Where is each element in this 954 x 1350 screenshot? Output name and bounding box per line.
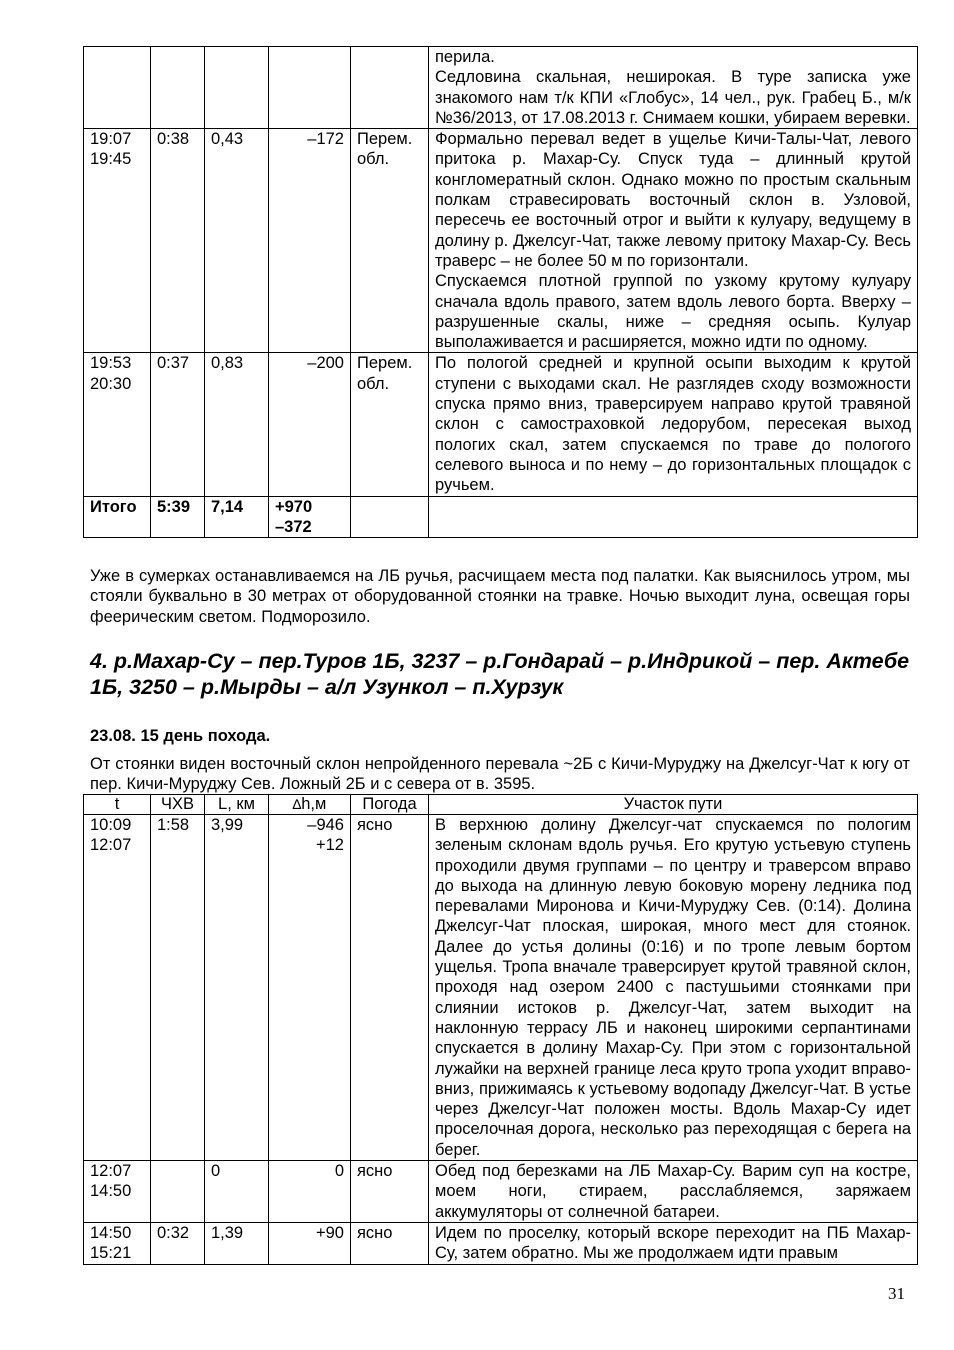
- chv-cell: 0:32: [151, 1222, 205, 1264]
- dh-cell: –172: [269, 129, 351, 353]
- table-row: [84, 1222, 918, 1264]
- intro-paragraph: От стоянки виден восточный склон непройденного перевала ~2Б с Кичи-Муруджу на Джелсуг-Чат к югу от пер. Кичи-Муруджу Сев. Ложный 2Б и с севера от в. 3595.: [90, 755, 910, 794]
- table-row: [84, 1161, 918, 1223]
- length-cell: 0,83: [205, 353, 269, 496]
- time-cell: [84, 129, 151, 353]
- time-start: 14:50: [90, 1223, 132, 1242]
- dh-cell: [269, 47, 351, 129]
- length-cell: 0: [205, 1161, 269, 1223]
- delta-symbol: ∆: [292, 796, 302, 812]
- header-length: L, км: [205, 795, 269, 815]
- table-row: [84, 129, 918, 353]
- table-header-row: [84, 795, 918, 815]
- time-start: 12:07: [90, 1162, 132, 1181]
- total-dh: [269, 496, 351, 538]
- weather-line: Перем.: [357, 354, 413, 373]
- total-chv: 5:39: [151, 496, 205, 538]
- time-cell: [84, 47, 151, 129]
- header-dh-label: h,м: [301, 795, 327, 813]
- dh-cell: [269, 815, 351, 1161]
- weather-line: Перем.: [357, 130, 413, 149]
- route-paragraph: Формально перевал ведет в ущелье Кичи-Талы-Чат, левого притока р. Махар-Су. Спуск туда – длинный крутой конгломератный склон. Однако можно по простым скальным полкам стравесировать восточный склон в. Узловой, пересечь ее восточный отрог и выйти к кулуару, ведущему в долину р. Джелсуг-Чат, также левому притоку Махар-Су. Весь траверс – не более 50 м по горизонтали.: [435, 130, 911, 270]
- weather-line: обл.: [357, 374, 390, 393]
- length-cell: [205, 47, 269, 129]
- table-row: [84, 47, 918, 129]
- route-cell: [429, 496, 918, 538]
- chv-cell: 0:38: [151, 129, 205, 353]
- route-paragraph: Спускаемся плотной группой по узкому крутому кулуару сначала вдоль правого, затем вдоль левого борта. Вверху – разрушенные скалы, ниже – средняя осыпь. Кулуар выполаживается и расширяется, можно идти по одному.: [435, 272, 911, 352]
- time-end: 12:07: [90, 836, 132, 855]
- total-length: 7,14: [205, 496, 269, 538]
- route-cell: [429, 47, 918, 129]
- chv-cell: [151, 1161, 205, 1223]
- weather-cell: [351, 47, 429, 129]
- page-number: 31: [888, 1284, 905, 1303]
- dh-line: –946: [307, 816, 344, 834]
- length-cell: 3,99: [205, 815, 269, 1161]
- route-paragraph: Седловина скальная, неширокая. В туре записка уже знакомого нам т/к КПИ «Глобус», 14 чел., рук. Грабец Б., м/к №36/2013, от 17.08.2013 г. Снимаем кошки, убираем веревки.: [435, 68, 911, 127]
- weather-cell: ясно: [351, 815, 429, 1161]
- weather-cell: [351, 496, 429, 538]
- route-log-table-day14: [83, 46, 918, 538]
- day-title: 23.08. 15 день похода.: [90, 727, 271, 745]
- length-cell: 0,43: [205, 129, 269, 353]
- chv-cell: [151, 47, 205, 129]
- header-route: Участок пути: [429, 795, 918, 815]
- table-row: [84, 353, 918, 496]
- time-end: 19:45: [90, 150, 132, 169]
- weather-cell: ясно: [351, 1222, 429, 1264]
- route-cell: Идем по проселку, который вскоре переходит на ПБ Махар-Су, затем обратно. Мы же продолжаем идти правым: [429, 1222, 918, 1264]
- route-cell: [429, 129, 918, 353]
- route-paragraph: перила.: [435, 48, 495, 66]
- header-chv: ЧХВ: [151, 795, 205, 815]
- dh-line: +12: [316, 836, 344, 855]
- route-paragraph: По пологой средней и крупной осыпи выходим к крутой ступени с выходами скал. Не разглядев сходу возможности спуска прямо вниз, траверсируем направо крутой травяной склон с самостраховкой ледорубом, пересекая выход пологих скал, затем спускаемся по траве до пологого селевого выноса и по нему – до горизонтальных площадок с ручьем.: [435, 354, 911, 495]
- dh-cell: +90: [269, 1222, 351, 1264]
- route-cell: [429, 353, 918, 496]
- header-dh: [269, 795, 351, 815]
- table-row: [84, 815, 918, 1161]
- weather-cell: [351, 353, 429, 496]
- header-weather: Погода: [351, 795, 429, 815]
- time-start: 19:07: [90, 130, 132, 149]
- time-end: 15:21: [90, 1244, 132, 1263]
- length-cell: 1,39: [205, 1222, 269, 1264]
- dh-cell: 0: [269, 1161, 351, 1223]
- evening-paragraph: Уже в сумерках останавливаемся на ЛБ ручья, расчищаем места под палатки. Как выяснилось утром, мы стояли буквально в 30 метрах от оборудованной стоянки на травке. Ночью выходит луна, освещая горы феерическим светом. Подморозило.: [90, 567, 910, 626]
- header-time: t: [84, 795, 151, 815]
- route-cell: В верхнюю долину Джелсуг-чат спускаемся по пологим зеленым склонам вдоль ручья. Его крутую устьевую ступень проходили двумя группами – по центру и траверсом вправо до выхода на длинную левую боковую морену ледника под перевалами Миронова и Кичи-Муруджу Сев. (0:14). Долина Джелсуг-Чат плоская, широкая, много мест для стоянок. Далее до устья долины (0:16) и по тропе левым бортом ущелья. Тропа вначале траверсирует крутой травяной склон, проходя над озером 2400 с пастушьими стоянками при слиянии истоков р. Джелсуг-Чат, затем выходит на наклонную террасу ЛБ и наконец широкими серпантинами спускается в долину Махар-Су. При этом с горизонтальной лужайки на верхней границе леса круто тропа уходит вправо-вниз, прижимаясь к устьевому водопаду Джелсуг-Чат. В устье через Джелсуг-Чат положен мосты. Вдоль Махар-Су идет проселочная дорога, несколько раз переходящая с берега на берег.: [429, 815, 918, 1161]
- chv-cell: 0:37: [151, 353, 205, 496]
- time-cell: [84, 1222, 151, 1264]
- time-end: 20:30: [90, 374, 132, 393]
- total-ascent: +970: [275, 497, 313, 516]
- total-label: Итого: [84, 496, 151, 538]
- time-end: 14:50: [90, 1182, 132, 1201]
- weather-cell: ясно: [351, 1161, 429, 1223]
- dh-cell: –200: [269, 353, 351, 496]
- time-cell: [84, 1161, 151, 1223]
- weather-line: обл.: [357, 150, 390, 169]
- time-cell: [84, 815, 151, 1161]
- chv-cell: 1:58: [151, 815, 205, 1161]
- section-title: 4. р.Махар-Су – пер.Туров 1Б, 3237 – р.Гондарай – р.Индрикой – пер. Актебе 1Б, 3250 – р.Мырды – а/л Узункол – п.Хурзук: [90, 649, 910, 699]
- weather-cell: [351, 129, 429, 353]
- total-descent: –372: [275, 517, 312, 536]
- total-row: [84, 496, 918, 538]
- route-cell: Обед под березками на ЛБ Махар-Су. Варим суп на костре, моем ноги, стираем, расслабляемся, заряжаем аккумуляторы от солнечной батареи.: [429, 1161, 918, 1223]
- route-log-table-day15: [83, 794, 918, 1265]
- time-cell: [84, 353, 151, 496]
- time-start: 19:53: [90, 354, 132, 373]
- time-start: 10:09: [90, 816, 132, 834]
